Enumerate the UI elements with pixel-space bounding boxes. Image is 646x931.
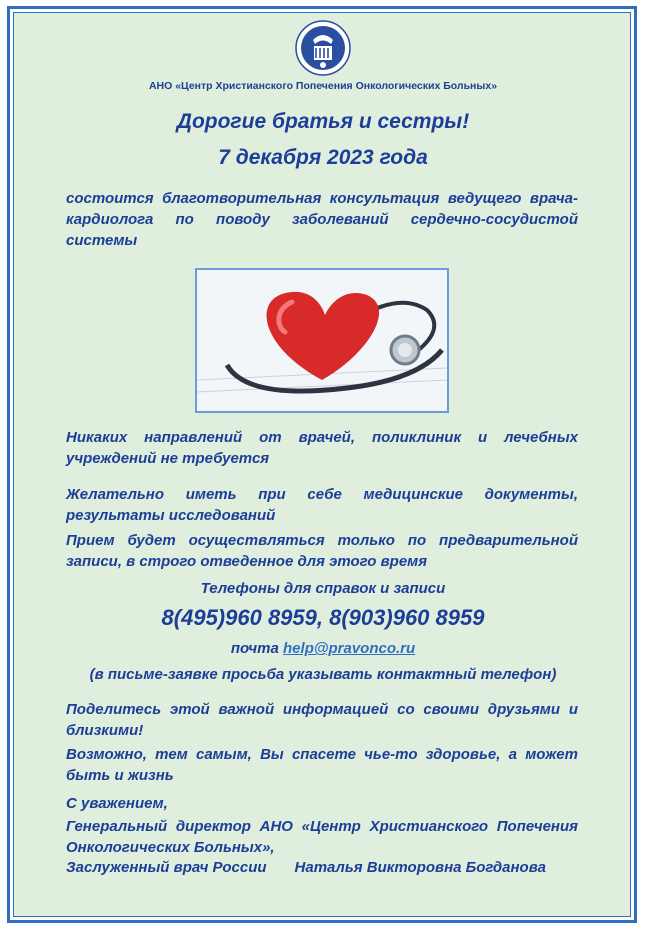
no-referral-note: Никаких направлений от врачей, поликлиник и лечебных учреждений не требуется [66,429,578,467]
director-title: Заслуженный врач России [66,859,267,876]
share-text: Поделитесь этой важной информацией со своими друзьями и близкими! [66,701,578,739]
phones-label: Телефоны для справок и записи [200,580,446,597]
documents-note: Желательно иметь при себе медицинские документы, результаты исследований [66,486,578,524]
save-health-text: Возможно, тем самым, Вы спасете чье-то здоровье, а может быть и жизнь [66,746,578,784]
organization-logo-icon [295,20,351,76]
email-label: почта [230,640,279,657]
organization-name: АНО «Центр Христианского Попечения Онкологических Больных» [148,80,498,92]
event-date: 7 декабря 2023 года [218,146,428,169]
email-line [0,640,646,657]
email-link[interactable]: help@pravonco.ru [283,640,416,657]
signature-line [66,859,546,876]
phone-numbers: 8(495)960 8959, 8(903)960 8959 [161,605,485,630]
greeting-title: Дорогие братья и сестры! [176,110,470,133]
director-name: Наталья Викторовна Богданова [294,859,546,876]
regards-text: С уважением, [66,795,168,812]
email-note: (в письме-заявке просьба указывать контактный телефон) [89,666,557,683]
director-position: Генеральный директор АНО «Центр Христианского Попечения Онкологических Больных», [66,818,578,856]
intro-text: состоится благотворительная консультация ведущего врача-кардиолога по поводу заболеваний сердечно-сосудистой системы [66,190,578,249]
appointment-note: Прием будет осуществляться только по предварительной записи, в строго отведенное для этого время [66,532,578,570]
heart-stethoscope-image [195,268,449,413]
